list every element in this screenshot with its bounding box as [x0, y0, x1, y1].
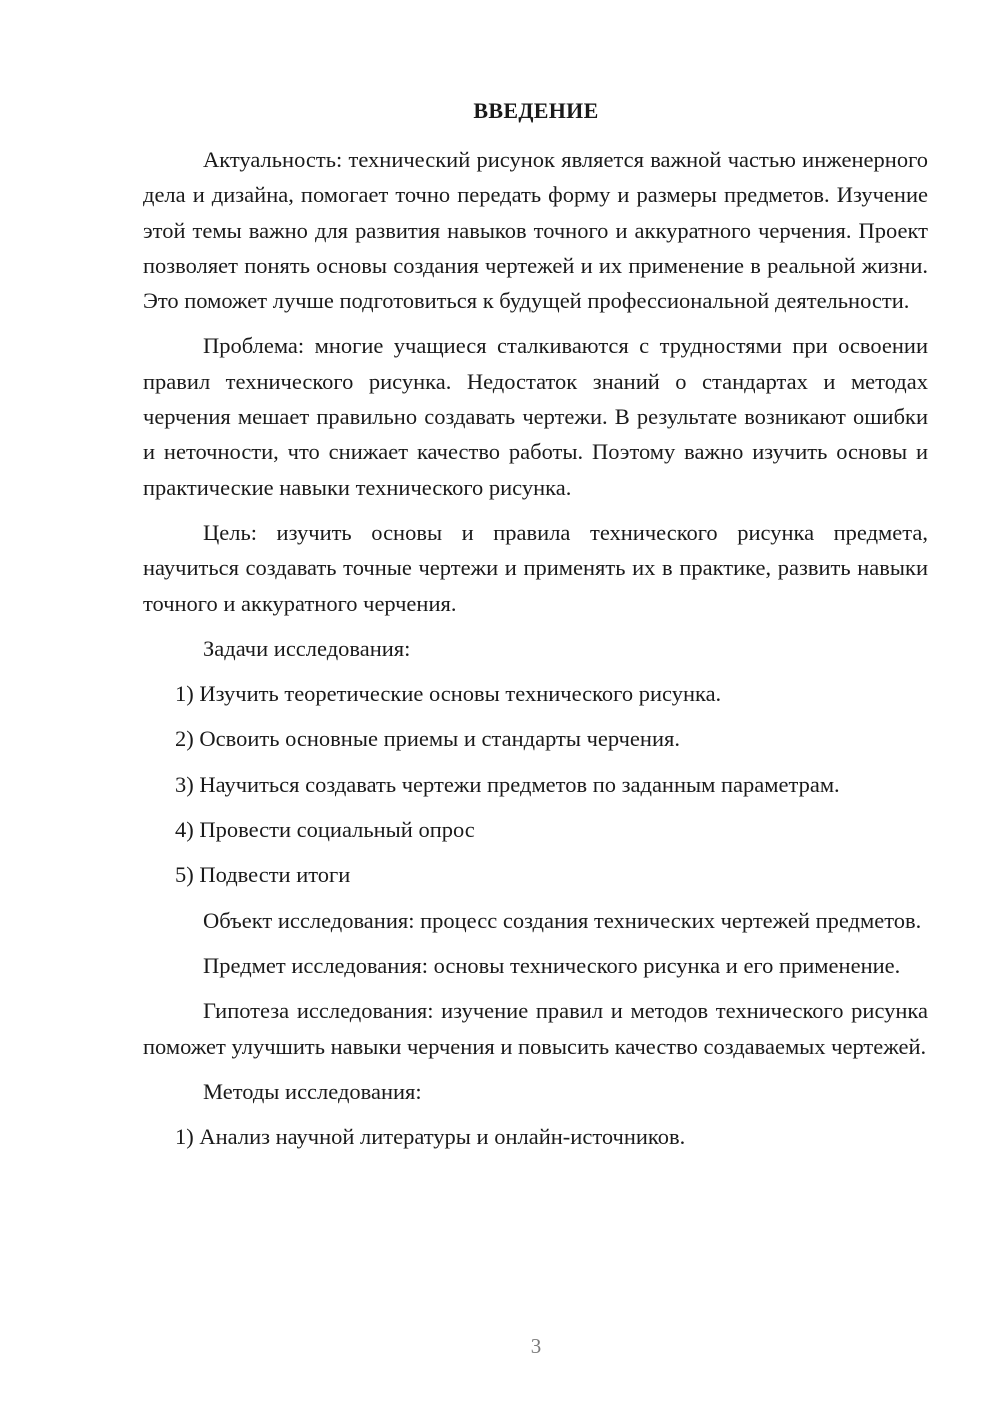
problem-paragraph: Проблема: многие учащиеся сталкиваются с трудностями при освоении правил технического рисунка. Недостаток знаний о стандартах и методах черчения мешает правильно создавать чертежи. В результате возникают ошибки и неточности, что снижает качество работы. Поэтому важно изучить основы и практические навыки технического рисунка. — [143, 333, 928, 500]
subject-paragraph: Предмет исследования: основы технического рисунка и его применение. — [203, 952, 901, 978]
method-item: 1) Анализ научной литературы и онлайн-источников. — [175, 1124, 686, 1150]
task-item: 3) Научиться создавать чертежи предметов по заданным параметрам. — [175, 771, 840, 797]
tasks-title: Задачи исследования: — [203, 635, 411, 661]
task-item: 4) Провести социальный опрос — [175, 817, 475, 843]
task-item: 5) Подвести итоги — [175, 862, 351, 888]
body-text — [143, 142, 928, 1164]
hypothesis-paragraph: Гипотеза исследования: изучение правил и методов технического рисунка поможет улучшить навыки черчения и повысить качество создаваемых чертежей. — [143, 998, 928, 1059]
task-item: 1) Изучить теоретические основы технического рисунка. — [175, 681, 722, 707]
page-title: ВВЕДЕНИЕ — [473, 98, 599, 123]
methods-title: Методы исследования: — [203, 1078, 422, 1104]
goal-paragraph: Цель: изучить основы и правила технического рисунка предмета, научиться создавать точные чертежи и применять их в практике, развить навыки точного и аккуратного черчения. — [143, 519, 928, 616]
object-paragraph: Объект исследования: процесс создания технических чертежей предметов. — [203, 907, 922, 933]
relevance-paragraph: Актуальность: технический рисунок является важной частью инженерного дела и дизайна, помогает точно передать форму и размеры предметов. Изучение этой темы важно для развития навыков точного и аккуратного черчения. Проект позволяет понять основы создания чертежей и их применение в реальной жизни. Это поможет лучше подготовиться к будущей профессиональной деятельности. — [143, 147, 928, 314]
page-number: 3 — [530, 1334, 542, 1358]
task-item: 2) Освоить основные приемы и стандарты черчения. — [175, 726, 680, 752]
